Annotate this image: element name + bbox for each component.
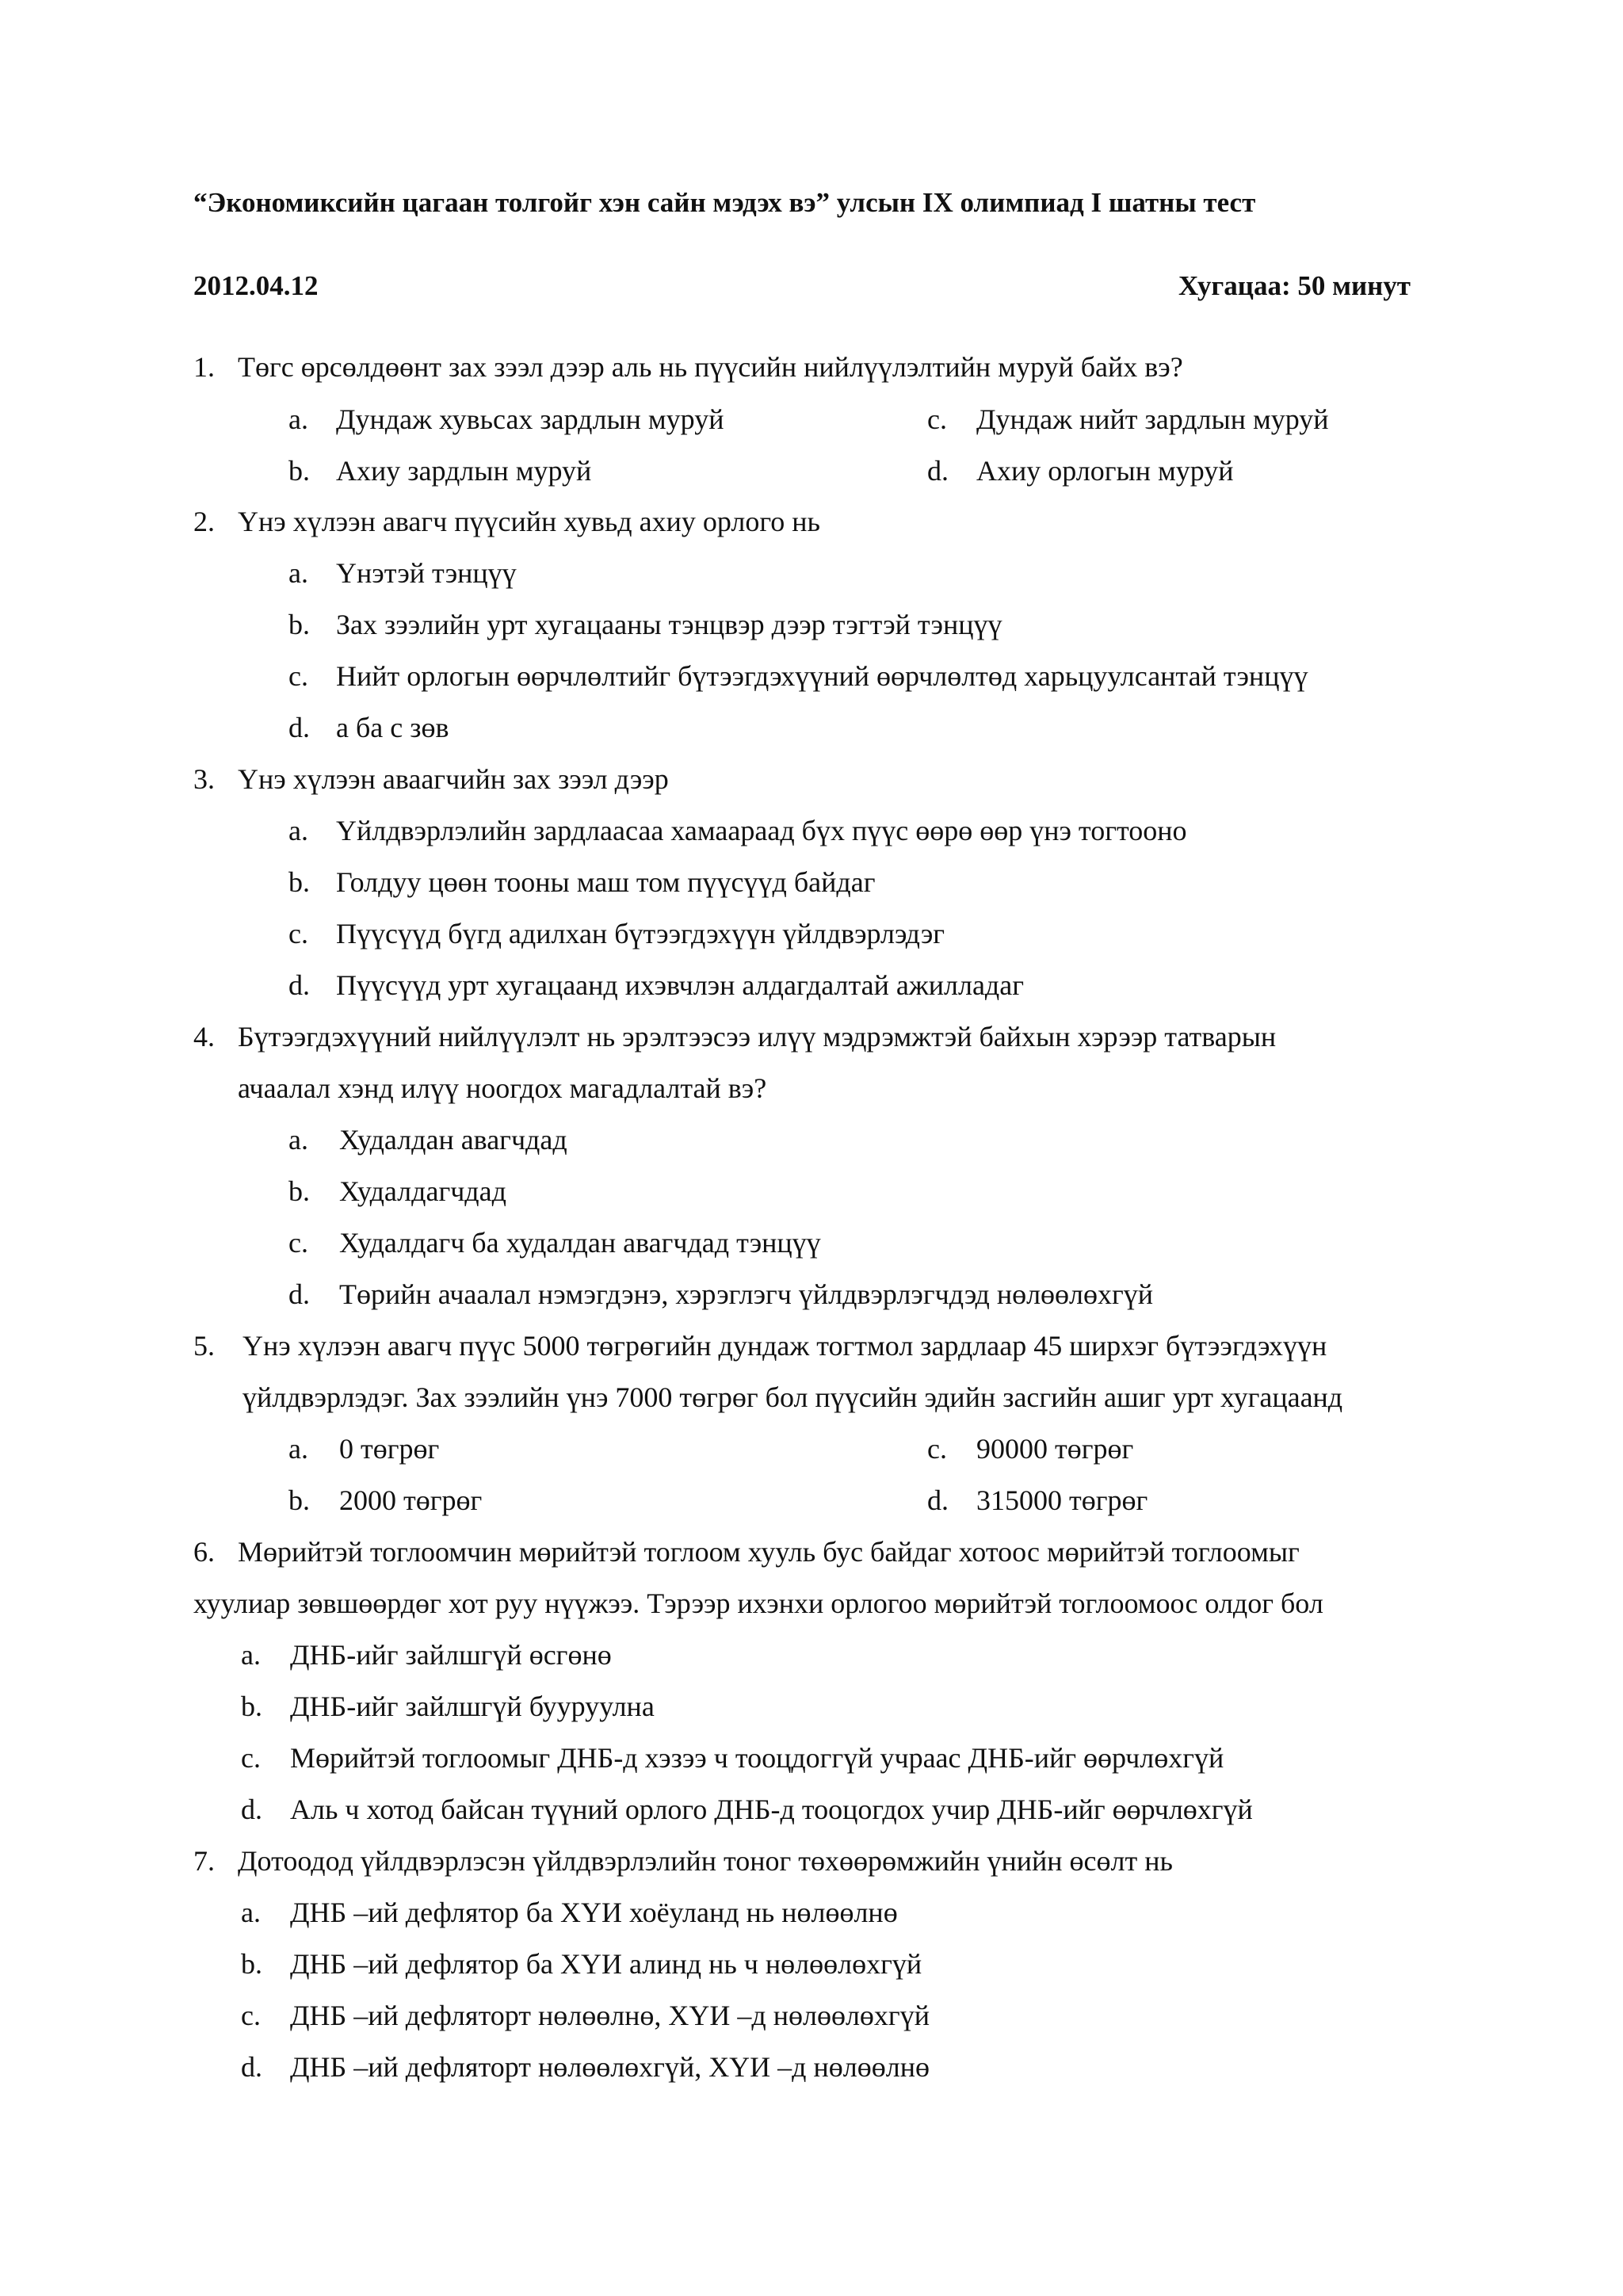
option-text: ДНБ –ий дефлятор ба ХҮИ алинд нь ч нөлөөлөхгүй: [290, 1948, 922, 1980]
option-text: 0 төгрөг: [339, 1433, 440, 1465]
option-letter: a.: [288, 403, 308, 435]
option-letter: c.: [288, 918, 308, 949]
option-text: Нийт орлогын өөрчлөлтийг бүтээгдэхүүний өөрчлөлтөд харьцуулсантай тэнцүү: [336, 660, 1308, 692]
option-text: Зах зээлийн урт хугацааны тэнцвэр дээр тэгтэй тэнцүү: [336, 609, 1002, 640]
option-text: Аль ч хотод байсан түүний орлого ДНБ-д тооцогдох учир ДНБ-ийг өөрчлөхгүй: [290, 1794, 1253, 1825]
question-text: Бүтээгдэхүүний нийлүүлэлт нь эрэлтээсээ илүү мэдрэмжтэй байхын хэрээр татварын: [238, 1021, 1277, 1052]
option-letter: c.: [288, 660, 308, 692]
question-text: ачаалал хэнд илүү ноогдох магадлалтай вэ?: [238, 1072, 767, 1104]
option-letter: a.: [288, 557, 308, 589]
option-text: Худалдан авагчдад: [339, 1124, 567, 1156]
question-text: Мөрийтэй тоглоомчин мөрийтэй тоглоом хууль бус байдаг хотоос мөрийтэй тоглоомыг: [238, 1536, 1300, 1568]
option-letter: a.: [241, 1897, 261, 1928]
option-text: 90000 төгрөг: [976, 1433, 1134, 1465]
option-text: Төрийн ачаалал нэмэгдэнэ, хэрэглэгч үйлдвэрлэгчдэд нөлөөлөхгүй: [339, 1278, 1154, 1310]
option-letter: d.: [241, 1794, 262, 1825]
option-text: Дундаж хувьсах зардлын муруй: [336, 403, 724, 435]
option-text: Үнэтэй тэнцүү: [336, 557, 517, 589]
option-text: a ба c зөв: [336, 712, 449, 743]
question-text: Төгс өрсөлдөөнт зах зээл дээр аль нь пүүсийн нийлүүлэлтийн муруй байх вэ?: [238, 351, 1183, 383]
exam-date: 2012.04.12: [193, 270, 319, 301]
question-number: 5.: [193, 1330, 215, 1362]
option-letter: c.: [927, 403, 947, 435]
question-text: Үнэ хүлээн авагч пүүс 5000 төгрөгийн дундаж тогтмол зардлаар 45 ширхэг бүтээгдэхүүн: [242, 1330, 1327, 1362]
option-text: Мөрийтэй тоглоомыг ДНБ-д хэзээ ч тооцдоггүй учраас ДНБ-ийг өөрчлөхгүй: [290, 1742, 1224, 1774]
option-text: Үйлдвэрлэлийн зардлаасаа хамаараад бүх пүүс өөрө өөр үнэ тогтооно: [336, 815, 1187, 846]
option-letter: d.: [927, 455, 949, 487]
question-text: Үнэ хүлээн аваагчийн зах зээл дээр: [238, 763, 669, 795]
question-number: 6.: [193, 1536, 215, 1568]
question-text: Үнэ хүлээн авагч пүүсийн хувьд ахиу орлого нь: [238, 506, 820, 537]
exam-duration: Хугацаа: 50 минут: [1178, 270, 1411, 301]
option-letter: b.: [288, 455, 310, 487]
option-letter: b.: [241, 1690, 262, 1722]
option-letter: d.: [927, 1484, 949, 1516]
option-text: ДНБ –ий дефлятор ба ХҮИ хоёуланд нь нөлөөлнө: [290, 1897, 898, 1928]
option-letter: c.: [927, 1433, 947, 1465]
option-letter: b.: [288, 866, 310, 898]
option-text: Пүүсүүд урт хугацаанд ихэвчлэн алдагдалтай ажилладаг: [336, 969, 1024, 1001]
option-letter: b.: [288, 609, 310, 640]
option-text: ДНБ-ийг зайлшгүй өсгөнө: [290, 1639, 612, 1671]
option-text: Дундаж нийт зардлын муруй: [976, 403, 1329, 435]
option-letter: c.: [288, 1227, 308, 1259]
question-number: 4.: [193, 1021, 215, 1052]
option-letter: a.: [288, 1433, 308, 1465]
option-letter: d.: [288, 712, 310, 743]
exam-title: “Экономиксийн цагаан толгойг хэн сайн мэдэх вэ” улсын IX олимпиад I шатны тест: [193, 187, 1256, 218]
option-text: Пүүсүүд бүгд адилхан бүтээгдэхүүн үйлдвэрлэдэг: [336, 918, 945, 949]
option-text: Ахиу зардлын муруй: [336, 455, 592, 487]
question-number: 7.: [193, 1845, 215, 1877]
option-letter: c.: [241, 2000, 261, 2031]
question-number: 3.: [193, 763, 215, 795]
option-text: 2000 төгрөг: [339, 1484, 483, 1516]
option-letter: b.: [288, 1484, 310, 1516]
question-number: 2.: [193, 506, 215, 537]
option-letter: d.: [241, 2051, 262, 2083]
question-text: хуулиар зөвшөөрдөг хот руу нүүжээ. Тэрээр ихэнхи орлогоо мөрийтэй тоглоомоос олдог бол: [193, 1587, 1323, 1619]
question-text: үйлдвэрлэдэг. Зах зээлийн үнэ 7000 төгрөг бол пүүсийн эдийн засгийн ашиг урт хугацаанд: [242, 1381, 1343, 1413]
option-letter: c.: [241, 1742, 261, 1774]
option-text: Худалдагч ба худалдан авагчдад тэнцүү: [339, 1227, 821, 1259]
option-text: ДНБ-ийг зайлшгүй бууруулна: [290, 1690, 655, 1722]
option-text: ДНБ –ий дефляторт нөлөөлнө, ХҮИ –д нөлөөлөхгүй: [290, 2000, 930, 2031]
option-text: Ахиу орлогын муруй: [976, 455, 1234, 487]
question-number: 1.: [193, 351, 215, 383]
question-text: Дотоодод үйлдвэрлэсэн үйлдвэрлэлийн тоног төхөөрөмжийн үнийн өсөлт нь: [238, 1845, 1173, 1877]
option-text: Голдуу цөөн тооны маш том пүүсүүд байдаг: [336, 866, 876, 898]
option-letter: b.: [241, 1948, 262, 1980]
option-text: ДНБ –ий дефляторт нөлөөлөхгүй, ХҮИ –д нөлөөлнө: [290, 2051, 930, 2083]
option-letter: d.: [288, 969, 310, 1001]
option-letter: d.: [288, 1278, 310, 1310]
option-text: 315000 төгрөг: [976, 1484, 1148, 1516]
option-letter: b.: [288, 1175, 310, 1207]
option-letter: a.: [288, 815, 308, 846]
option-letter: a.: [288, 1124, 308, 1156]
option-text: Худалдагчдад: [339, 1175, 506, 1207]
option-letter: a.: [241, 1639, 261, 1671]
